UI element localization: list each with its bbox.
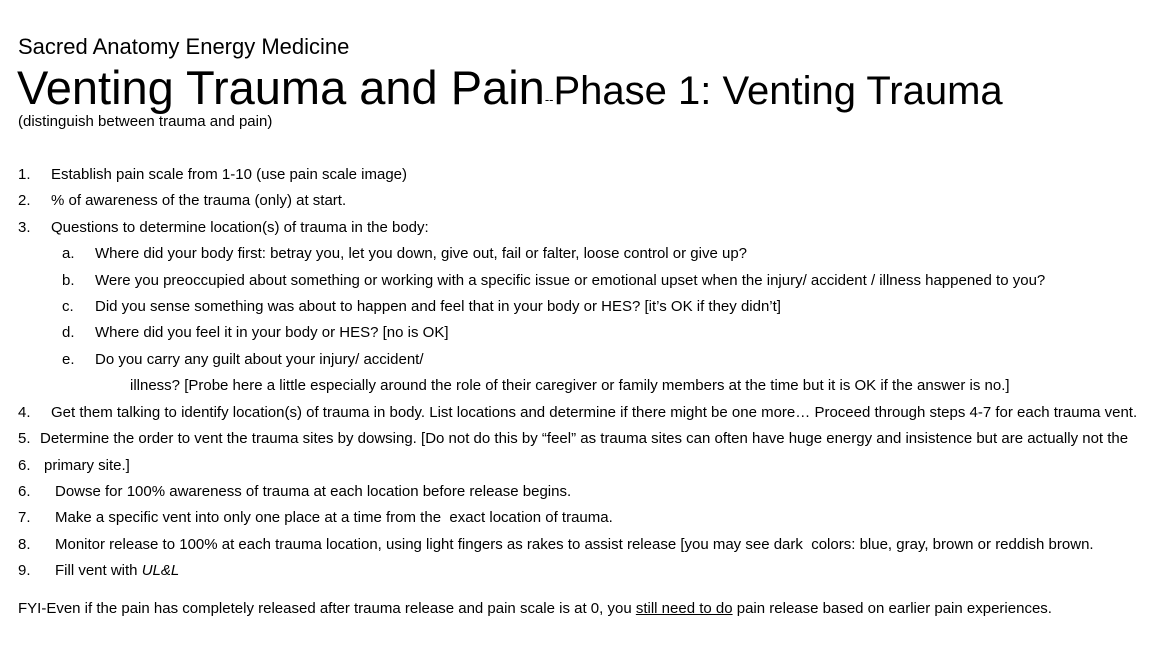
list-item-text: Questions to determine location(s) of trauma in the body: (51, 219, 429, 236)
list-item-number: 7. (18, 509, 31, 526)
sub-list-item-letter: a. (62, 245, 75, 262)
title-main: Venting Trauma and Pain (17, 61, 545, 114)
title-separator: -- (544, 92, 554, 107)
distinguish-note: (distinguish between trauma and pain) (18, 113, 273, 130)
list-item-text: primary site.] (44, 457, 130, 474)
list-item-number: 6. (18, 457, 31, 474)
list-item-text-plain: Fill vent with (55, 562, 142, 579)
list-item-text (55, 562, 179, 580)
list-item-text: Make a specific vent into only one place at a time from the exact location of trauma. (55, 509, 613, 526)
list-item-number: 6. (18, 483, 31, 500)
sub-list-item-text: Where did your body first: betray you, let you down, give out, fail or falter, loose control or give up? (95, 245, 748, 262)
sub-list-item-continuation: illness? [Probe here a little especially around the role of their caregiver or family members at the time but it is OK if the answer is no.] (130, 377, 1010, 394)
list-item-number: 5. (18, 430, 31, 447)
list-item-text: Get them talking to identify location(s) of trauma in body. List locations and determine if there might be one more… Proceed through steps 4-7 for each trauma vent. (51, 404, 1138, 421)
list-item-text: % of awareness of the trauma (only) at start. (51, 192, 347, 209)
sub-list-item-text: Do you carry any guilt about your injury/ accident/ (95, 351, 424, 368)
organization-heading: Sacred Anatomy Energy Medicine (18, 34, 350, 59)
sub-list-item-letter: d. (62, 324, 75, 341)
list-item-text-italic: UL&L (141, 562, 180, 579)
sub-list-item-letter: e. (62, 351, 75, 368)
sub-list-item-letter: c. (62, 298, 74, 315)
fyi-note (18, 600, 1052, 618)
list-item-text: Monitor release to 100% at each trauma location, using light fingers as rakes to assist release [you may see dark colors: blue, gray, brown or reddish brown. (55, 536, 1094, 553)
title-phase: Phase 1: Venting Trauma (553, 69, 1003, 113)
fyi-text-start: FYI-Even if the pain has completely released after trauma release and pain scale is at 0, you (18, 600, 636, 617)
list-item-text: Dowse for 100% awareness of trauma at each location before release begins. (55, 483, 572, 500)
sub-list-item-text: Were you preoccupied about something or working with a specific issue or emotional upset when the injury/ accident / illness happened to you? (95, 272, 1046, 289)
sub-list-item-text: Did you sense something was about to happen and feel that in your body or HES? [it’s OK if they didn’t] (95, 298, 781, 315)
sub-list-item-text: Where did you feel it in your body or HES? [no is OK] (95, 324, 449, 341)
list-item-number: 2. (18, 192, 31, 209)
sub-list-item-letter: b. (62, 272, 75, 289)
list-item-number: 1. (18, 166, 31, 183)
list-item-text: Establish pain scale from 1-10 (use pain scale image) (51, 166, 408, 183)
list-item-number: 9. (18, 562, 31, 579)
list-item-number: 8. (18, 536, 31, 553)
list-item-number: 3. (18, 219, 31, 236)
fyi-text-end: pain release based on earlier pain experiences. (732, 600, 1052, 617)
list-item-number: 4. (18, 404, 31, 421)
list-item-text: Determine the order to vent the trauma sites by dowsing. [Do not do this by “feel” as trauma sites can often have huge energy and insistence but are actually not the (40, 430, 1129, 447)
fyi-text-underlined: still need to do (635, 600, 733, 617)
